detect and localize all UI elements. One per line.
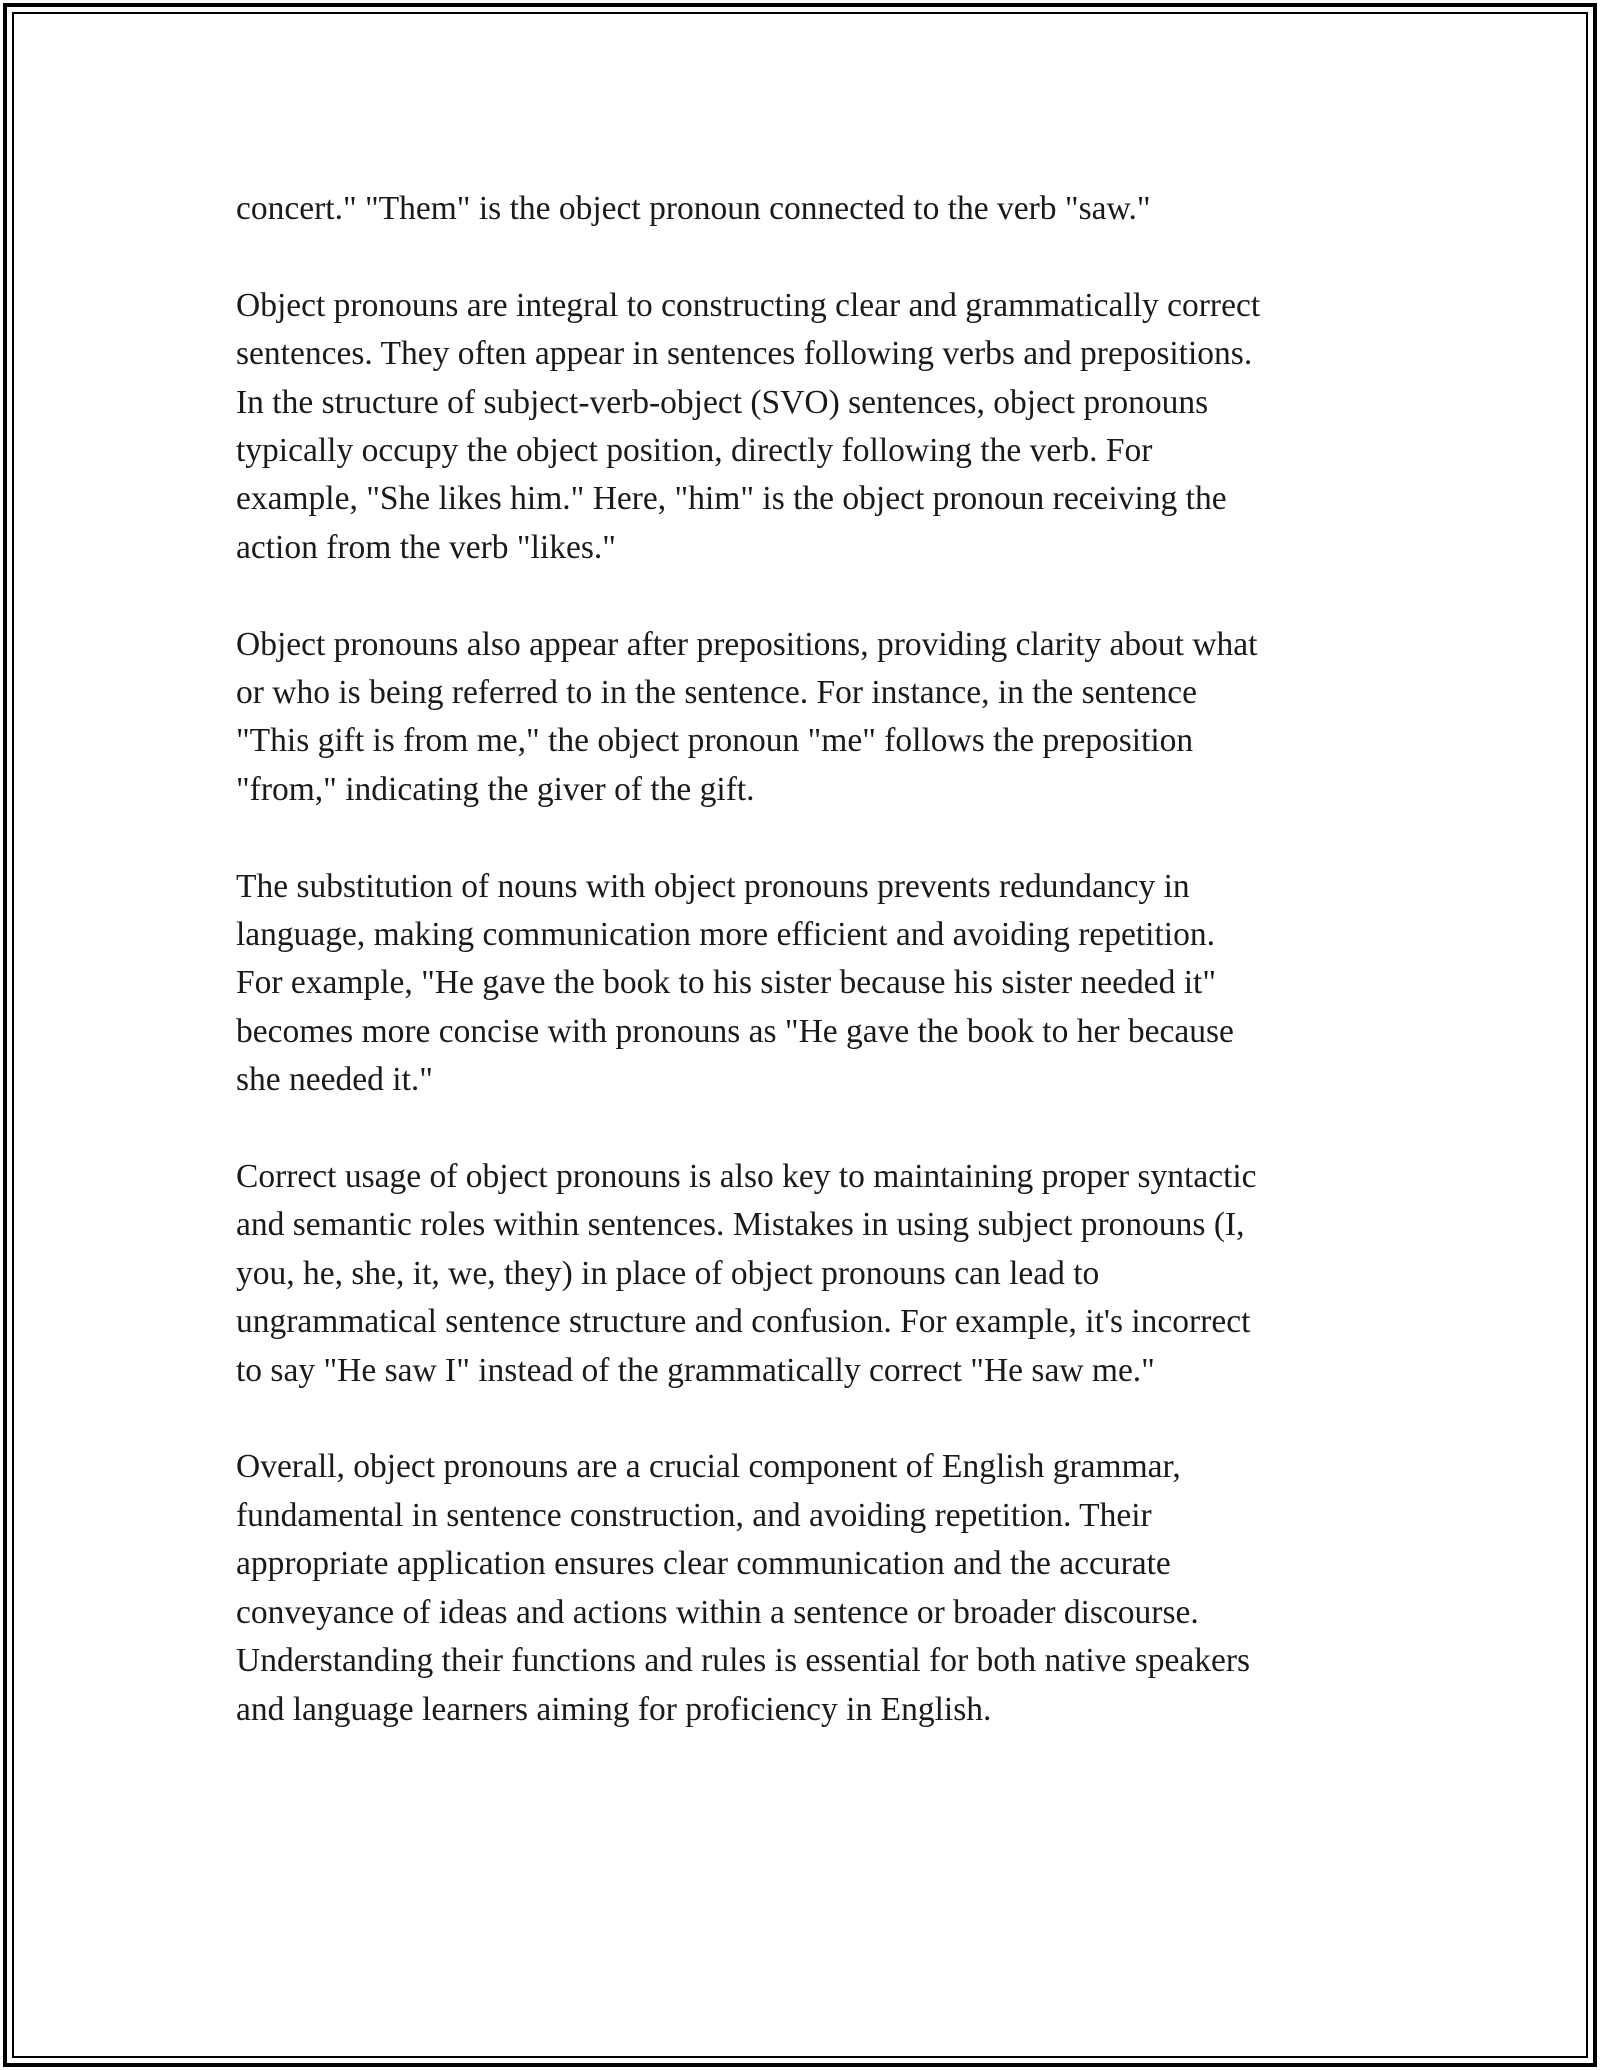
text-line: she needed it." [236, 1061, 433, 1099]
text-line: The substitution of nouns with object pronouns prevents redundancy in [236, 867, 1190, 905]
text-line: or who is being referred to in the sentence. For instance, in the sentence [236, 674, 1197, 712]
text-line: ungrammatical sentence structure and confusion. For example, it's incorrect [236, 1303, 1251, 1341]
text-line: and semantic roles within sentences. Mistakes in using subject pronouns (I, [236, 1206, 1245, 1244]
text-line: fundamental in sentence construction, and avoiding repetition. Their [236, 1496, 1152, 1534]
text-line: becomes more concise with pronouns as "He gave the book to her because [236, 1012, 1234, 1050]
text-line: and language learners aiming for proficiency in English. [236, 1690, 992, 1728]
text-line: example, "She likes him." Here, "him" is the object pronoun receiving the [236, 480, 1227, 518]
text-line: "This gift is from me," the object pronoun "me" follows the preposition [236, 722, 1194, 760]
text-line: you, he, she, it, we, they) in place of object pronouns can lead to [236, 1254, 1100, 1292]
text-line: Correct usage of object pronouns is also key to maintaining proper syntactic [236, 1158, 1257, 1196]
document-body [236, 185, 1366, 1782]
text-line: Object pronouns are integral to constructing clear and grammatically correct [236, 286, 1261, 324]
text-line: typically occupy the object position, directly following the verb. For [236, 432, 1153, 470]
text-line: action from the verb "likes." [236, 528, 616, 566]
text-line: For example, "He gave the book to his sister because his sister needed it" [236, 964, 1216, 1002]
paragraph-1 [236, 185, 1366, 233]
text-line: Overall, object pronouns are a crucial component of English grammar, [236, 1448, 1181, 1486]
text-line: Object pronouns also appear after prepositions, providing clarity about what [236, 625, 1258, 663]
paragraph-4 [236, 863, 1366, 1105]
text-line: appropriate application ensures clear communication and the accurate [236, 1545, 1171, 1583]
text-line: sentences. They often appear in sentences following verbs and prepositions. [236, 335, 1253, 373]
text-line: "from," indicating the giver of the gift. [236, 770, 755, 808]
paragraph-5 [236, 1153, 1366, 1395]
text-line: language, making communication more efficient and avoiding repetition. [236, 916, 1215, 954]
text-line: concert." "Them" is the object pronoun connected to the verb "saw." [236, 190, 1151, 227]
text-line: conveyance of ideas and actions within a sentence or broader discourse. [236, 1593, 1199, 1631]
text-line: to say "He saw I" instead of the grammatically correct "He saw me." [236, 1351, 1155, 1389]
text-line: In the structure of subject-verb-object (SVO) sentences, object pronouns [236, 383, 1209, 421]
text-line: Understanding their functions and rules is essential for both native speakers [236, 1642, 1251, 1680]
paragraph-6 [236, 1443, 1366, 1733]
paragraph-2 [236, 282, 1366, 572]
paragraph-3 [236, 621, 1366, 815]
